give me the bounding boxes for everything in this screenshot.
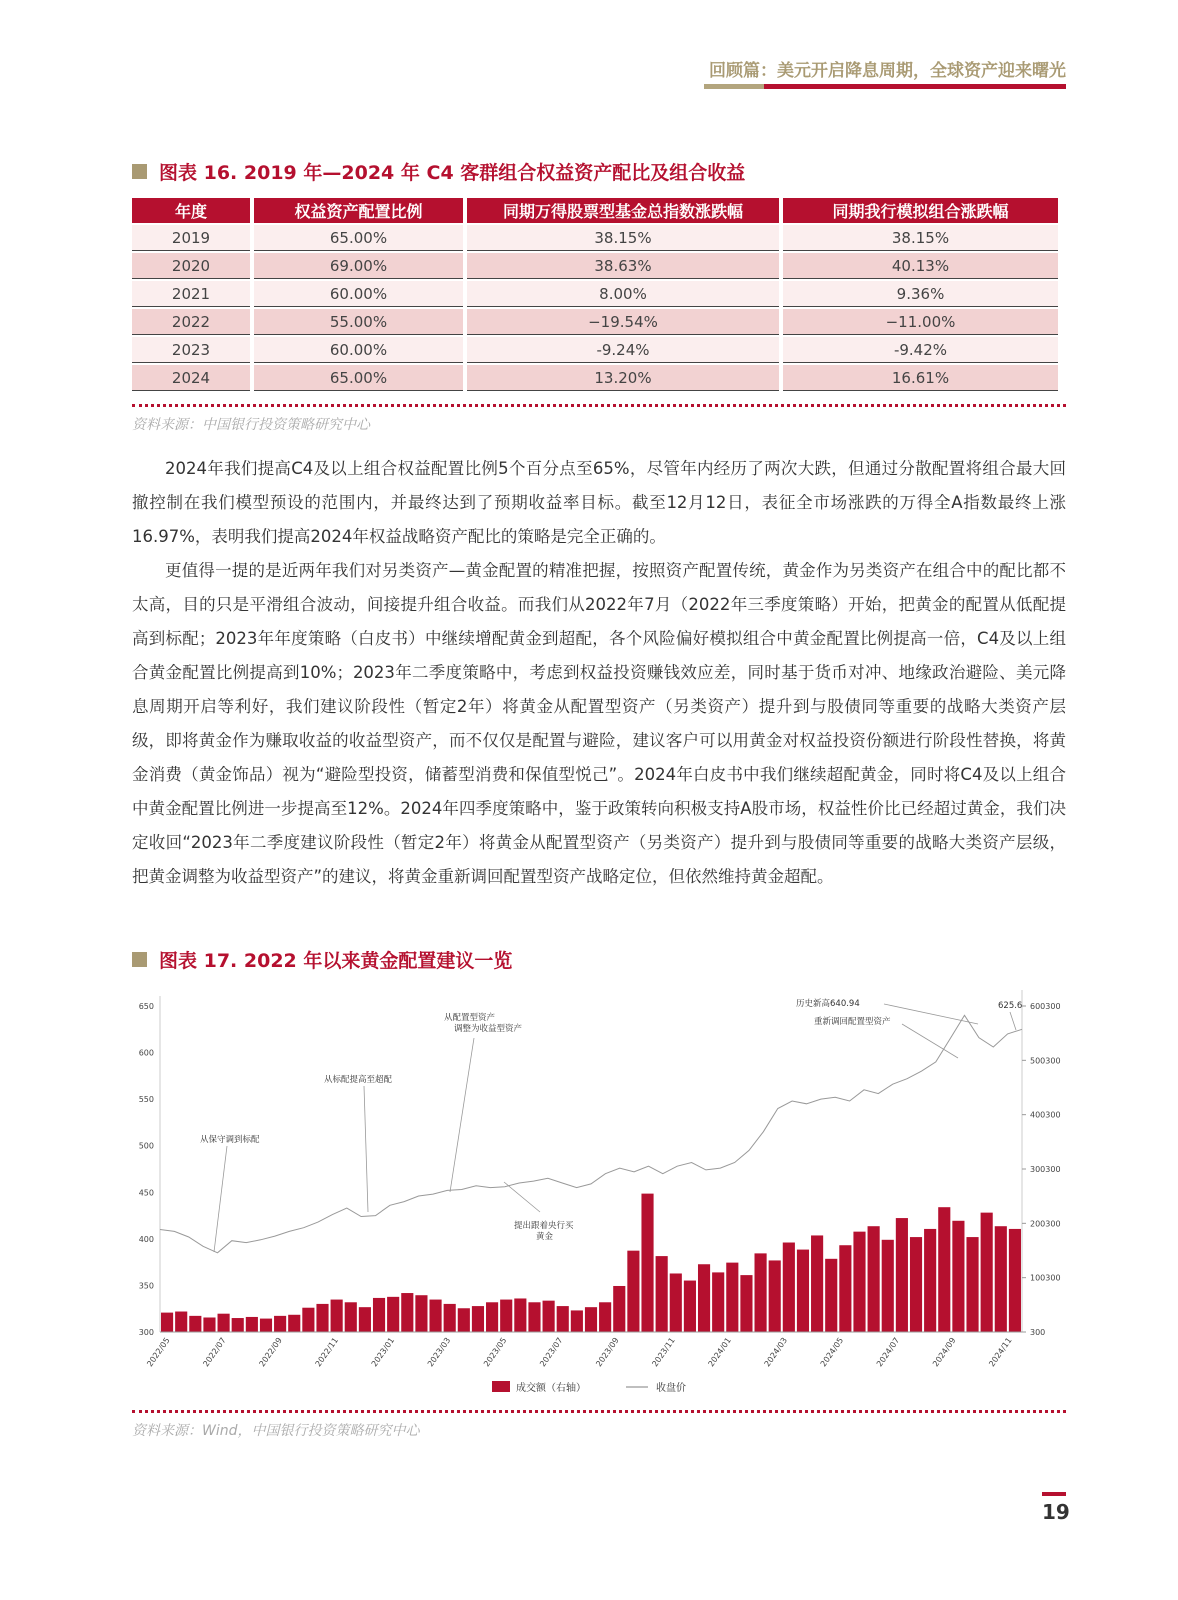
volume-bars [161,1194,1021,1332]
annotation-leader [1010,1012,1016,1030]
volume-bar [415,1295,427,1332]
annotation-label: 历史新高640.94 [796,999,860,1009]
legend-label-volume: 成交额（右轴） [516,1383,586,1394]
x-tick-label: 2022/09 [257,1335,284,1369]
volume-bar [189,1316,201,1332]
x-tick-label: 2023/01 [369,1335,397,1369]
volume-bar [288,1315,300,1332]
right-tick-label: 100300 [1030,1273,1061,1283]
x-tick-label: 2024/01 [706,1335,733,1369]
table-row [132,309,1058,335]
table-cell: 2024 [132,365,250,391]
figure16-title-text: 图表 16. 2019 年—2024 年 C4 客群组合权益资产配比及组合收益 [159,162,746,184]
volume-bar [769,1260,781,1332]
x-tick-label: 2024/05 [818,1335,846,1369]
volume-bar [952,1221,964,1332]
table-cell: -9.42% [783,337,1058,363]
annotation-leader [364,1086,368,1212]
annotation-label: 重新调回配置型资产 [814,1017,891,1027]
table-cell: 69.00% [254,253,463,279]
right-tick-label: 300 [1030,1328,1046,1337]
x-tick-label: 2022/11 [313,1335,341,1369]
table-row [132,225,1058,251]
page-number-bar [1042,1492,1066,1496]
volume-bar [218,1314,230,1332]
volume-bar [331,1300,343,1332]
volume-bar [839,1245,851,1332]
volume-bar [571,1310,583,1332]
volume-bar [316,1304,328,1332]
volume-bar [458,1308,470,1332]
annotation-leader [902,1024,958,1058]
left-tick-label: 350 [138,1281,154,1291]
volume-bar [1009,1229,1021,1332]
x-tick-label: 2023/11 [650,1335,677,1369]
table-cell: 38.15% [467,225,779,251]
table-cell: 55.00% [254,309,463,335]
table-cell: 60.00% [254,281,463,307]
x-axis [145,1332,1022,1368]
volume-bar [557,1306,569,1332]
volume-bar [853,1232,865,1332]
annotation-label: 提出跟着央行买黄金 [514,1221,574,1242]
table-cell: 8.00% [467,281,779,307]
annotation-leader [450,1038,474,1192]
volume-bar [472,1306,484,1332]
volume-bar [543,1301,555,1332]
volume-bar [359,1307,371,1332]
annotation-label: 625.6 [998,1001,1023,1011]
volume-bar [981,1213,993,1332]
table-row [132,253,1058,279]
col-header: 同期我行模拟组合涨跌幅 [783,198,1058,223]
table-header-row [132,198,1058,223]
col-header: 年度 [132,198,250,223]
annotation-leader [884,1004,978,1024]
chart-legend [492,1381,686,1394]
legend-label-price: 收盘价 [656,1383,686,1394]
volume-bar [613,1286,625,1332]
header-title: 回顾篇：美元开启降息周期，全球资产迎来曙光 [709,61,1066,81]
right-axis [1022,990,1061,1337]
table-cell: 2019 [132,225,250,251]
volume-bar [755,1253,767,1332]
title-square-icon [132,952,147,967]
x-tick-label: 2024/09 [931,1335,958,1369]
table-cell: 65.00% [254,365,463,391]
volume-bar [712,1272,724,1332]
right-tick-label: 400300 [1030,1110,1061,1120]
volume-bar [246,1317,258,1332]
volume-bar [670,1273,682,1332]
volume-bar [599,1302,611,1332]
table-cell: 38.15% [783,225,1058,251]
left-tick-label: 550 [138,1095,154,1105]
gold-chart [132,984,1066,1404]
figure16-title [132,158,745,185]
x-tick-label: 2023/09 [594,1335,621,1369]
figure17-title-text: 图表 17. 2022 年以来黄金配置建议一览 [159,950,513,972]
dotted-divider [132,404,1066,407]
volume-bar [896,1218,908,1332]
header-rule [704,84,1066,89]
page-number: 19 [1042,1500,1070,1524]
table-cell: 38.63% [467,253,779,279]
volume-bar [401,1293,413,1332]
volume-bar [684,1281,696,1332]
annotation-label: 从配置型资产调整为收益型资产 [444,1013,523,1034]
volume-bar [641,1194,653,1332]
paragraph-2: 更值得一提的是近两年我们对另类资产—黄金配置的精准把握，按照资产配置传统，黄金作为另类资产在组合中的配比都不太高，目的只是平滑组合波动，间接提升组合收益。而我们从2022年7月（2022年三季度策略）开始，把黄金的配置从低配提高到标配；2023年年度策略（白皮书）中继续增配黄金到超配，各个风险偏好模拟组合中黄金配置比例提高一倍，C4及以上组合黄金配置比例提高到10%；2023年二季度策略中，考虑到权益投资赚钱效应差，同时基于货币对冲、地缘政治避险、美元降息周期开启等利好，我们建议阶段性（暂定2年）将黄金从配置型资产（另类资产）提升到与股债同等重要的战略大类资产层级，即将黄金作为赚取收益的收益型资产，而不仅仅是配置与避险，建议客户可以用黄金对权益投资份额进行阶段性替换，将黄金消费（黄金饰品）视为“避险型投资，储蓄型消费和保值型悦己”。2024年白皮书中我们继续超配黄金，同时将C4及以上组合中黄金配置比例进一步提高至12%。2024年四季度策略中，鉴于政策转向积极支持A股市场，权益性价比已经超过黄金，我们决定收回“2023年二季度建议阶段性（暂定2年）将黄金从配置型资产（另类资产）提升到与股债同等重要的战略大类资产层级，把黄金调整为收益型资产”的建议，将黄金重新调回配置型资产战略定位，但依然维持黄金超配。 [132,561,1066,886]
volume-bar [429,1300,441,1332]
volume-bar [783,1243,795,1332]
left-tick-label: 450 [138,1188,154,1198]
x-tick-label: 2023/03 [425,1335,453,1369]
volume-bar [203,1317,215,1332]
table-row [132,365,1058,391]
volume-bar [797,1250,809,1332]
left-tick-label: 400 [138,1234,154,1244]
close-price-line [160,1015,1022,1253]
figure16-table [128,196,1062,393]
table-cell: −11.00% [783,309,1058,335]
annotation-leader [504,1182,540,1212]
table-cell: 2021 [132,281,250,307]
volume-bar [387,1297,399,1332]
left-axis [139,996,160,1337]
figure16-source: 资料来源：中国银行投资策略研究中心 [132,417,370,433]
volume-bar [345,1302,357,1332]
table-cell: 60.00% [254,337,463,363]
table-cell: 40.13% [783,253,1058,279]
x-tick-label: 2022/05 [145,1335,172,1369]
annotation-label: 从保守调到标配 [200,1135,260,1145]
volume-bar [175,1312,187,1332]
volume-bar [811,1235,823,1332]
volume-bar [486,1302,498,1332]
chart-annotations [200,998,1022,1252]
right-tick-label: 600300 [1030,1002,1061,1011]
table-cell: 2020 [132,253,250,279]
volume-bar [161,1313,173,1332]
table-cell: 65.00% [254,225,463,251]
left-tick-label: 500 [138,1141,154,1151]
figure17-source: 资料来源：Wind，中国银行投资策略研究中心 [132,1423,420,1439]
left-tick-label: 600 [138,1048,154,1058]
volume-bar [938,1207,950,1332]
volume-bar [825,1259,837,1332]
volume-bar [514,1298,526,1332]
table-cell: 16.61% [783,365,1058,391]
volume-bar [995,1226,1007,1332]
table-cell: −19.54% [467,309,779,335]
volume-bar [627,1251,639,1332]
col-header: 权益资产配置比例 [254,198,463,223]
right-tick-label: 300300 [1030,1165,1061,1174]
x-tick-label: 2023/07 [538,1335,565,1369]
table-cell: 13.20% [467,365,779,391]
paragraph-1: 2024年我们提高C4及以上组合权益配置比例5个百分点至65%，尽管年内经历了两次大跌，但通过分散配置将组合最大回撤控制在我们模型预设的范围内，并最终达到了预期收益率目标。截至12月12日，表征全市场涨跌的万得全A指数最终上涨16.97%，表明我们提高2024年权益战略资产配比的策略是完全正确的。 [132,459,1066,546]
annotation-leader [214,1146,227,1252]
left-tick-label: 650 [138,1002,154,1011]
volume-bar [910,1237,922,1332]
right-tick-label: 200300 [1030,1219,1061,1229]
x-tick-label: 2024/11 [987,1335,1014,1369]
left-tick-label: 300 [138,1328,154,1337]
volume-bar [924,1229,936,1332]
x-tick-label: 2022/07 [201,1335,228,1369]
volume-bar [302,1308,314,1332]
table-cell: 9.36% [783,281,1058,307]
volume-bar [585,1307,597,1332]
x-tick-label: 2024/03 [762,1335,790,1369]
volume-bar [868,1226,880,1332]
volume-bar [373,1298,385,1332]
x-tick-label: 2024/07 [874,1335,902,1369]
volume-bar [882,1240,894,1332]
volume-bar [444,1304,456,1332]
dotted-divider [132,1410,1066,1413]
title-square-icon [132,164,147,179]
volume-bar [740,1275,752,1332]
right-tick-label: 500300 [1030,1056,1061,1066]
volume-bar [528,1302,540,1332]
volume-bar [726,1263,738,1332]
col-header: 同期万得股票型基金总指数涨跌幅 [467,198,779,223]
legend-swatch-volume [492,1381,510,1392]
table-row [132,337,1058,363]
volume-bar [232,1318,244,1332]
table-cell: 2022 [132,309,250,335]
volume-bar [500,1300,512,1332]
table-row [132,281,1058,307]
volume-bar [698,1264,710,1332]
table-cell: -9.24% [467,337,779,363]
volume-bar [260,1319,272,1332]
volume-bar [966,1237,978,1332]
annotation-label: 从标配提高至超配 [324,1075,393,1085]
figure17-title [132,946,512,973]
volume-bar [274,1316,286,1332]
volume-bar [656,1256,668,1332]
x-tick-label: 2023/05 [482,1335,509,1369]
table-cell: 2023 [132,337,250,363]
